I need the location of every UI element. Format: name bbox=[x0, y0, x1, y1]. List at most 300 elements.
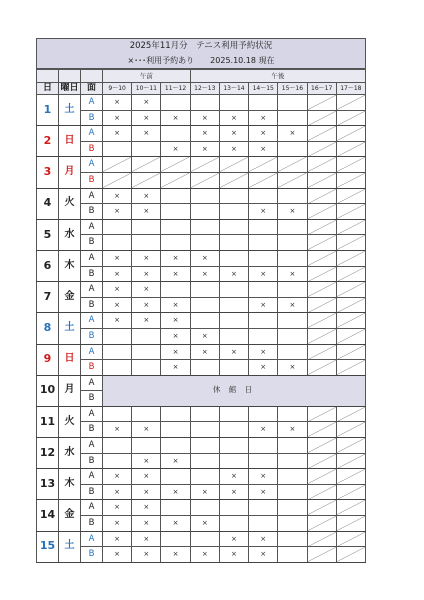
open-slot bbox=[219, 188, 248, 204]
weekday: 月 bbox=[59, 157, 81, 188]
day-number: 9 bbox=[37, 344, 59, 375]
day-number: 3 bbox=[37, 157, 59, 188]
unavailable-slot bbox=[336, 344, 365, 360]
open-slot bbox=[132, 235, 161, 251]
reserved-slot: × bbox=[249, 126, 278, 142]
reserved-slot: × bbox=[161, 250, 190, 266]
unavailable-slot bbox=[307, 469, 336, 485]
unavailable-slot bbox=[307, 360, 336, 376]
unavailable-slot bbox=[132, 172, 161, 188]
day-number: 10 bbox=[37, 375, 59, 406]
header-blank-1 bbox=[37, 70, 59, 83]
reserved-slot: × bbox=[249, 360, 278, 376]
court-label-a: A bbox=[81, 95, 103, 111]
reserved-slot: × bbox=[219, 110, 248, 126]
table-row bbox=[37, 531, 366, 547]
unavailable-slot bbox=[336, 516, 365, 532]
unavailable-slot bbox=[219, 157, 248, 173]
reserved-slot: × bbox=[132, 313, 161, 329]
open-slot bbox=[190, 500, 219, 516]
open-slot bbox=[161, 500, 190, 516]
open-slot bbox=[161, 531, 190, 547]
reserved-slot: × bbox=[132, 547, 161, 563]
open-slot bbox=[103, 360, 132, 376]
open-slot bbox=[219, 516, 248, 532]
court-label-a: A bbox=[81, 250, 103, 266]
open-slot bbox=[278, 438, 307, 454]
reserved-slot: × bbox=[190, 344, 219, 360]
open-slot bbox=[278, 469, 307, 485]
reserved-slot: × bbox=[103, 266, 132, 282]
unavailable-slot bbox=[307, 126, 336, 142]
open-slot bbox=[190, 360, 219, 376]
reserved-slot: × bbox=[249, 266, 278, 282]
unavailable-slot bbox=[307, 484, 336, 500]
unavailable-slot bbox=[307, 266, 336, 282]
time-slot-header: 12～13 bbox=[190, 83, 219, 95]
reserved-slot: × bbox=[132, 250, 161, 266]
unavailable-slot bbox=[336, 484, 365, 500]
reserved-slot: × bbox=[161, 453, 190, 469]
unavailable-slot bbox=[307, 250, 336, 266]
header-weekday: 曜日 bbox=[60, 83, 79, 93]
court-label-b: B bbox=[81, 360, 103, 376]
open-slot bbox=[190, 531, 219, 547]
weekday: 木 bbox=[59, 469, 81, 500]
table-row bbox=[37, 484, 366, 500]
reserved-slot: × bbox=[132, 282, 161, 298]
table-row bbox=[37, 235, 366, 251]
open-slot bbox=[278, 313, 307, 329]
reserved-slot: × bbox=[219, 344, 248, 360]
unavailable-slot bbox=[336, 453, 365, 469]
open-slot bbox=[190, 469, 219, 485]
reserved-slot: × bbox=[103, 188, 132, 204]
open-slot bbox=[249, 235, 278, 251]
reserved-slot: × bbox=[132, 126, 161, 142]
unavailable-slot bbox=[336, 266, 365, 282]
open-slot bbox=[103, 328, 132, 344]
reserved-slot: × bbox=[132, 453, 161, 469]
reserved-slot: × bbox=[132, 500, 161, 516]
reserved-slot: × bbox=[249, 422, 278, 438]
court-label-a: A bbox=[81, 219, 103, 235]
open-slot bbox=[278, 406, 307, 422]
reserved-slot: × bbox=[161, 328, 190, 344]
open-slot bbox=[219, 500, 248, 516]
day-number: 14 bbox=[37, 500, 59, 531]
open-slot bbox=[219, 406, 248, 422]
open-slot bbox=[161, 188, 190, 204]
time-slot-header: 10～11 bbox=[132, 83, 161, 95]
reserved-slot: × bbox=[103, 282, 132, 298]
unavailable-slot bbox=[336, 547, 365, 563]
court-label-b: B bbox=[81, 172, 103, 188]
open-slot bbox=[249, 313, 278, 329]
weekday: 日 bbox=[59, 344, 81, 375]
unavailable-slot bbox=[307, 516, 336, 532]
reserved-slot: × bbox=[132, 110, 161, 126]
weekday: 金 bbox=[59, 500, 81, 531]
weekday: 火 bbox=[59, 406, 81, 437]
unavailable-slot bbox=[336, 282, 365, 298]
open-slot bbox=[190, 235, 219, 251]
open-slot bbox=[161, 219, 190, 235]
reserved-slot: × bbox=[103, 126, 132, 142]
open-slot bbox=[278, 531, 307, 547]
table-row bbox=[37, 172, 366, 188]
unavailable-slot bbox=[336, 360, 365, 376]
sheet-subtitle: ×･･･利用予約あり 2025.10.18 現在 bbox=[36, 53, 366, 69]
day-number: 5 bbox=[37, 219, 59, 250]
table-row bbox=[37, 126, 366, 142]
table-row bbox=[37, 95, 366, 111]
court-label-a: A bbox=[81, 126, 103, 142]
open-slot bbox=[132, 141, 161, 157]
day-number: 12 bbox=[37, 438, 59, 469]
open-slot bbox=[161, 95, 190, 111]
reserved-slot: × bbox=[249, 344, 278, 360]
unavailable-slot bbox=[336, 313, 365, 329]
reserved-slot: × bbox=[161, 141, 190, 157]
reserved-slot: × bbox=[103, 484, 132, 500]
court-label-a: A bbox=[81, 313, 103, 329]
open-slot bbox=[132, 344, 161, 360]
open-slot bbox=[278, 516, 307, 532]
weekday: 水 bbox=[59, 219, 81, 250]
court-label-a: A bbox=[81, 375, 103, 391]
open-slot bbox=[249, 282, 278, 298]
time-slot-header: 9～10 bbox=[103, 83, 132, 95]
open-slot bbox=[278, 282, 307, 298]
unavailable-slot bbox=[336, 204, 365, 220]
reserved-slot: × bbox=[161, 547, 190, 563]
unavailable-slot bbox=[336, 219, 365, 235]
unavailable-slot bbox=[307, 282, 336, 298]
open-slot bbox=[219, 250, 248, 266]
open-slot bbox=[278, 188, 307, 204]
table-row bbox=[37, 360, 366, 376]
header-court: 面 bbox=[81, 83, 103, 95]
unavailable-slot bbox=[336, 141, 365, 157]
table-row bbox=[37, 406, 366, 422]
unavailable-slot bbox=[307, 297, 336, 313]
time-slot-header: 14～15 bbox=[249, 83, 278, 95]
court-label-b: B bbox=[81, 297, 103, 313]
reserved-slot: × bbox=[103, 313, 132, 329]
reserved-slot: × bbox=[249, 531, 278, 547]
reserved-slot: × bbox=[190, 484, 219, 500]
day-number: 8 bbox=[37, 313, 59, 344]
open-slot bbox=[190, 204, 219, 220]
unavailable-slot bbox=[336, 438, 365, 454]
unavailable-slot bbox=[307, 204, 336, 220]
unavailable-slot bbox=[103, 172, 132, 188]
reserved-slot: × bbox=[132, 188, 161, 204]
open-slot bbox=[249, 500, 278, 516]
reserved-slot: × bbox=[278, 360, 307, 376]
weekday: 月 bbox=[59, 375, 81, 406]
court-label-a: A bbox=[81, 406, 103, 422]
unavailable-slot bbox=[307, 328, 336, 344]
unavailable-slot bbox=[336, 297, 365, 313]
open-slot bbox=[249, 188, 278, 204]
open-slot bbox=[161, 282, 190, 298]
unavailable-slot bbox=[249, 157, 278, 173]
open-slot bbox=[132, 328, 161, 344]
day-number: 15 bbox=[37, 531, 59, 562]
open-slot bbox=[190, 406, 219, 422]
table-row bbox=[37, 453, 366, 469]
reserved-slot: × bbox=[278, 297, 307, 313]
open-slot bbox=[190, 188, 219, 204]
reserved-slot: × bbox=[103, 204, 132, 220]
open-slot bbox=[190, 453, 219, 469]
reserved-slot: × bbox=[103, 547, 132, 563]
table-row bbox=[37, 266, 366, 282]
table-row bbox=[37, 469, 366, 485]
reserved-slot: × bbox=[161, 266, 190, 282]
reserved-slot: × bbox=[249, 204, 278, 220]
unavailable-slot bbox=[307, 422, 336, 438]
weekday: 土 bbox=[59, 531, 81, 562]
open-slot bbox=[219, 313, 248, 329]
time-slot-header: 16～17 bbox=[307, 83, 336, 95]
table-row bbox=[37, 547, 366, 563]
open-slot bbox=[249, 250, 278, 266]
court-label-a: A bbox=[81, 500, 103, 516]
table-row bbox=[37, 344, 366, 360]
unavailable-slot bbox=[336, 188, 365, 204]
unavailable-slot bbox=[336, 500, 365, 516]
table-row bbox=[37, 313, 366, 329]
open-slot bbox=[278, 547, 307, 563]
reserved-slot: × bbox=[219, 266, 248, 282]
reserved-slot: × bbox=[161, 313, 190, 329]
reserved-slot: × bbox=[103, 500, 132, 516]
open-slot bbox=[161, 422, 190, 438]
open-slot bbox=[278, 453, 307, 469]
unavailable-slot bbox=[278, 172, 307, 188]
reserved-slot: × bbox=[132, 266, 161, 282]
court-label-a: A bbox=[81, 188, 103, 204]
unavailable-slot bbox=[307, 172, 336, 188]
unavailable-slot bbox=[307, 344, 336, 360]
open-slot bbox=[161, 126, 190, 142]
reservation-table bbox=[36, 69, 366, 563]
reserved-slot: × bbox=[249, 547, 278, 563]
unavailable-slot bbox=[161, 172, 190, 188]
open-slot bbox=[278, 484, 307, 500]
reserved-slot: × bbox=[278, 266, 307, 282]
header-day: 日 bbox=[37, 83, 59, 95]
reserved-slot: × bbox=[161, 484, 190, 500]
open-slot bbox=[219, 328, 248, 344]
unavailable-slot bbox=[190, 172, 219, 188]
open-slot bbox=[161, 406, 190, 422]
reserved-slot: × bbox=[132, 484, 161, 500]
open-slot bbox=[278, 235, 307, 251]
reserved-slot: × bbox=[103, 531, 132, 547]
time-slot-header: 15～16 bbox=[278, 83, 307, 95]
reserved-slot: × bbox=[278, 204, 307, 220]
open-slot bbox=[278, 95, 307, 111]
reserved-slot: × bbox=[103, 95, 132, 111]
unavailable-slot bbox=[307, 500, 336, 516]
court-label-b: B bbox=[81, 516, 103, 532]
reserved-slot: × bbox=[190, 110, 219, 126]
header-blank-2 bbox=[59, 70, 81, 83]
open-slot bbox=[219, 282, 248, 298]
open-slot bbox=[103, 219, 132, 235]
reserved-slot: × bbox=[278, 422, 307, 438]
reserved-slot: × bbox=[249, 484, 278, 500]
reserved-slot: × bbox=[190, 141, 219, 157]
court-label-b: B bbox=[81, 328, 103, 344]
day-number: 13 bbox=[37, 469, 59, 500]
open-slot bbox=[132, 360, 161, 376]
court-label-b: B bbox=[81, 110, 103, 126]
court-label-b: B bbox=[81, 391, 103, 407]
unavailable-slot bbox=[336, 531, 365, 547]
unavailable-slot bbox=[336, 157, 365, 173]
table-row bbox=[37, 141, 366, 157]
reserved-slot: × bbox=[219, 484, 248, 500]
reserved-slot: × bbox=[249, 110, 278, 126]
open-slot bbox=[190, 422, 219, 438]
reserved-slot: × bbox=[161, 344, 190, 360]
open-slot bbox=[278, 328, 307, 344]
reserved-slot: × bbox=[103, 110, 132, 126]
table-row bbox=[37, 188, 366, 204]
day-number: 7 bbox=[37, 282, 59, 313]
table-row bbox=[37, 110, 366, 126]
open-slot bbox=[190, 313, 219, 329]
reserved-slot: × bbox=[103, 250, 132, 266]
unavailable-slot bbox=[190, 157, 219, 173]
open-slot bbox=[278, 500, 307, 516]
court-label-b: B bbox=[81, 204, 103, 220]
table-row bbox=[37, 219, 366, 235]
court-label-a: A bbox=[81, 531, 103, 547]
reserved-slot: × bbox=[219, 126, 248, 142]
table-row bbox=[37, 516, 366, 532]
open-slot bbox=[219, 95, 248, 111]
open-slot bbox=[219, 438, 248, 454]
unavailable-slot bbox=[336, 95, 365, 111]
time-slot-header: 13～14 bbox=[219, 83, 248, 95]
day-number: 1 bbox=[37, 95, 59, 126]
weekday: 日 bbox=[59, 126, 81, 157]
weekday: 金 bbox=[59, 282, 81, 313]
reserved-slot: × bbox=[132, 422, 161, 438]
reserved-slot: × bbox=[103, 297, 132, 313]
court-label-b: B bbox=[81, 453, 103, 469]
court-label-a: A bbox=[81, 344, 103, 360]
reserved-slot: × bbox=[132, 95, 161, 111]
open-slot bbox=[219, 422, 248, 438]
closed-notice: 休 館 日 bbox=[103, 375, 366, 406]
court-label-a: A bbox=[81, 469, 103, 485]
unavailable-slot bbox=[307, 313, 336, 329]
open-slot bbox=[190, 438, 219, 454]
court-label-a: A bbox=[81, 438, 103, 454]
open-slot bbox=[249, 95, 278, 111]
table-row bbox=[37, 438, 366, 454]
court-label-b: B bbox=[81, 422, 103, 438]
unavailable-slot bbox=[307, 219, 336, 235]
unavailable-slot bbox=[336, 250, 365, 266]
open-slot bbox=[190, 282, 219, 298]
reserved-slot: × bbox=[190, 126, 219, 142]
table-row bbox=[37, 422, 366, 438]
reserved-slot: × bbox=[161, 297, 190, 313]
unavailable-slot bbox=[307, 438, 336, 454]
open-slot bbox=[219, 204, 248, 220]
open-slot bbox=[249, 453, 278, 469]
reserved-slot: × bbox=[132, 516, 161, 532]
reserved-slot: × bbox=[190, 266, 219, 282]
open-slot bbox=[278, 219, 307, 235]
day-number: 4 bbox=[37, 188, 59, 219]
unavailable-slot bbox=[278, 157, 307, 173]
unavailable-slot bbox=[336, 110, 365, 126]
open-slot bbox=[103, 453, 132, 469]
unavailable-slot bbox=[307, 406, 336, 422]
open-slot bbox=[249, 438, 278, 454]
header-morning: 午前 bbox=[103, 70, 191, 83]
unavailable-slot bbox=[219, 172, 248, 188]
reserved-slot: × bbox=[161, 360, 190, 376]
unavailable-slot bbox=[336, 328, 365, 344]
open-slot bbox=[132, 438, 161, 454]
time-slot-header: 17～18 bbox=[336, 83, 365, 95]
header-afternoon: 午後 bbox=[190, 70, 365, 83]
unavailable-slot bbox=[336, 422, 365, 438]
unavailable-slot bbox=[336, 235, 365, 251]
reserved-slot: × bbox=[161, 110, 190, 126]
reserved-slot: × bbox=[190, 328, 219, 344]
table-row bbox=[37, 328, 366, 344]
court-label-a: A bbox=[81, 282, 103, 298]
weekday: 土 bbox=[59, 313, 81, 344]
unavailable-slot bbox=[307, 235, 336, 251]
reserved-slot: × bbox=[278, 126, 307, 142]
open-slot bbox=[219, 453, 248, 469]
open-slot bbox=[161, 204, 190, 220]
unavailable-slot bbox=[307, 110, 336, 126]
reserved-slot: × bbox=[132, 297, 161, 313]
day-number: 2 bbox=[37, 126, 59, 157]
table-row bbox=[37, 250, 366, 266]
open-slot bbox=[219, 219, 248, 235]
court-label-b: B bbox=[81, 547, 103, 563]
unavailable-slot bbox=[336, 126, 365, 142]
court-label-b: B bbox=[81, 235, 103, 251]
header-blank-3 bbox=[81, 70, 103, 83]
open-slot bbox=[161, 469, 190, 485]
table-row bbox=[37, 282, 366, 298]
reserved-slot: × bbox=[219, 531, 248, 547]
reserved-slot: × bbox=[249, 297, 278, 313]
court-label-b: B bbox=[81, 266, 103, 282]
reservation-sheet bbox=[36, 38, 366, 563]
open-slot bbox=[103, 406, 132, 422]
unavailable-slot bbox=[307, 453, 336, 469]
unavailable-slot bbox=[307, 188, 336, 204]
open-slot bbox=[219, 235, 248, 251]
reserved-slot: × bbox=[190, 516, 219, 532]
